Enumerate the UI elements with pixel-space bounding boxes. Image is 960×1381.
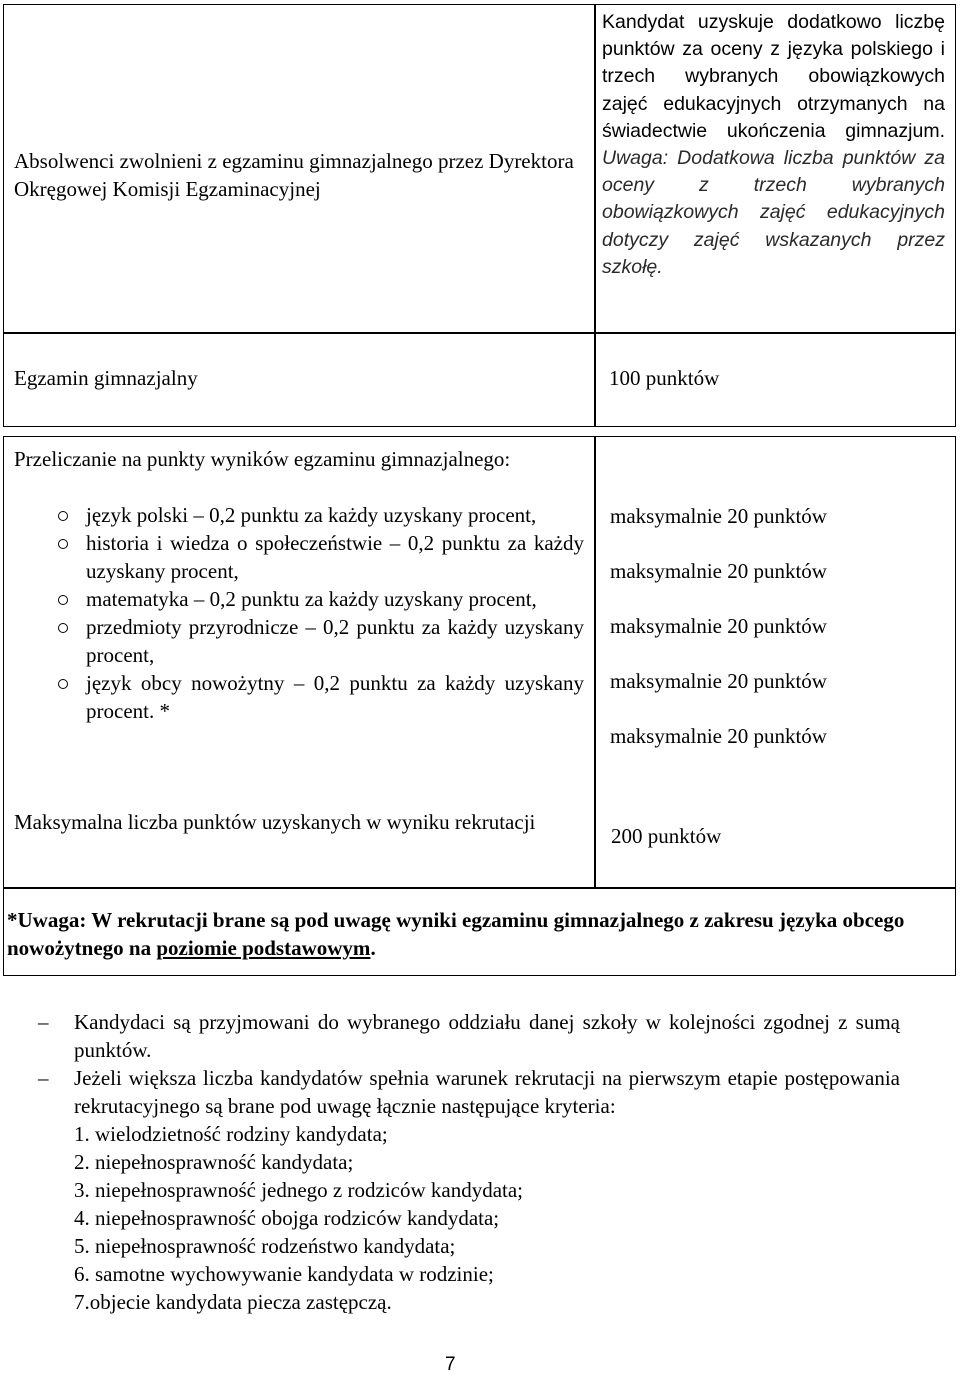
kandydat-note: Uwaga: Dodatkowa liczba punktów za oceny z trzech wybranych obowiązkowych zajęć edukacyjnych dotyczy zajęć wskazanych przez szkołę. bbox=[602, 147, 945, 278]
absolwenci-cell: Absolwenci zwolnieni z egzaminu gimnazjalnego przez Dyrektora Okręgowej Komisji Egzaminacyjnej bbox=[14, 149, 574, 201]
list-item bbox=[14, 501, 584, 529]
kandydat-text: Kandydat uzyskuje dodatkowo liczbę punktów za oceny z języka polskiego i trzech wybranych obowiązkowych zajęć edukacyjnych otrzymanych na świadectwie ukończenia gimnazjum. bbox=[602, 11, 945, 142]
subject-text: język polski – 0,2 punktu za każdy uzyskany procent, bbox=[86, 503, 537, 527]
criteria-paragraph bbox=[38, 1064, 900, 1120]
criteria-paragraph bbox=[38, 1008, 900, 1064]
uwaga-text: *Uwaga: W rekrutacji brane są pod uwagę wyniki egzaminu gimnazjalnego z zakresu języka obcego nowożytnego na bbox=[7, 908, 905, 960]
kandydat-cell bbox=[602, 9, 945, 281]
max-points-item: maksymalnie 20 punktów bbox=[610, 724, 827, 748]
top-table bbox=[3, 4, 956, 427]
subject-text: język obcy nowożytny – 0,2 punktu za każdy uzyskany procent. * bbox=[86, 671, 584, 723]
max-points-list bbox=[610, 502, 827, 777]
list-item: 7.objecie kandydata piecza zastępczą. bbox=[74, 1290, 392, 1314]
subject-text: matematyka – 0,2 punktu za każdy uzyskany procent, bbox=[86, 587, 537, 611]
list-item bbox=[14, 529, 584, 585]
max-points-item: maksymalnie 20 punktów bbox=[610, 669, 827, 693]
przeliczanie-heading: Przeliczanie na punkty wyników egzaminu gimnazjalnego: bbox=[14, 447, 511, 471]
table-row-divider bbox=[4, 332, 955, 334]
bullet-icon bbox=[58, 539, 68, 549]
list-item: 5. niepełnosprawność rodzeństwo kandydata; bbox=[74, 1234, 456, 1258]
maksymalna-points: 200 punktów bbox=[611, 824, 722, 848]
max-points-item: maksymalnie 20 punktów bbox=[610, 504, 827, 528]
dash-icon: – bbox=[38, 1010, 49, 1034]
subject-text: przedmioty przyrodnicze – 0,2 punktu za każdy uzyskany procent, bbox=[86, 615, 584, 667]
subject-list bbox=[14, 501, 584, 725]
table-column-divider bbox=[594, 5, 596, 426]
max-points-item: maksymalnie 20 punktów bbox=[610, 614, 827, 638]
table-column-divider bbox=[594, 437, 596, 889]
criteria-text: Kandydaci są przyjmowani do wybranego oddziału danej szkoły w kolejności zgodnej z sumą punktów. bbox=[74, 1010, 900, 1062]
subject-text: historia i wiedza o społeczeństwie – 0,2 punktu za każdy uzyskany procent, bbox=[86, 531, 584, 583]
list-item: 3. niepełnosprawność jednego z rodziców kandydata; bbox=[74, 1178, 524, 1202]
list-item: 4. niepełnosprawność obojga rodziców kandydata; bbox=[74, 1206, 500, 1230]
maksymalna-label: Maksymalna liczba punktów uzyskanych w wyniku rekrutacji bbox=[14, 810, 536, 834]
egzamin-label: Egzamin gimnazjalny bbox=[14, 366, 198, 390]
list-item: 6. samotne wychowywanie kandydata w rodzinie; bbox=[74, 1262, 494, 1286]
table-row-divider bbox=[4, 887, 955, 889]
page-number: 7 bbox=[445, 1354, 456, 1375]
bullet-icon bbox=[58, 511, 68, 521]
list-item: 2. niepełnosprawność kandydata; bbox=[74, 1150, 354, 1174]
list-item bbox=[14, 669, 584, 725]
bullet-icon bbox=[58, 595, 68, 605]
criteria-text: Jeżeli większa liczba kandydatów spełnia warunek rekrutacji na pierwszym etapie postępowania rekrutacyjnego są brane pod uwagę łącznie następujące kryteria: bbox=[74, 1066, 900, 1118]
max-points-item: maksymalnie 20 punktów bbox=[610, 559, 827, 583]
uwaga-underlined: poziomie podstawowym bbox=[156, 936, 371, 960]
list-item bbox=[14, 613, 584, 669]
criteria-list bbox=[38, 1120, 900, 1316]
list-item: 1. wielodzietność rodziny kandydata; bbox=[74, 1122, 388, 1146]
list-item bbox=[14, 585, 584, 613]
criteria-section bbox=[38, 1008, 900, 1316]
uwaga-note bbox=[7, 906, 952, 962]
points-table bbox=[3, 436, 956, 976]
bullet-icon bbox=[58, 679, 68, 689]
bullet-icon bbox=[58, 623, 68, 633]
dash-icon: – bbox=[38, 1066, 49, 1090]
uwaga-end: . bbox=[370, 936, 376, 960]
egzamin-points: 100 punktów bbox=[609, 366, 720, 390]
